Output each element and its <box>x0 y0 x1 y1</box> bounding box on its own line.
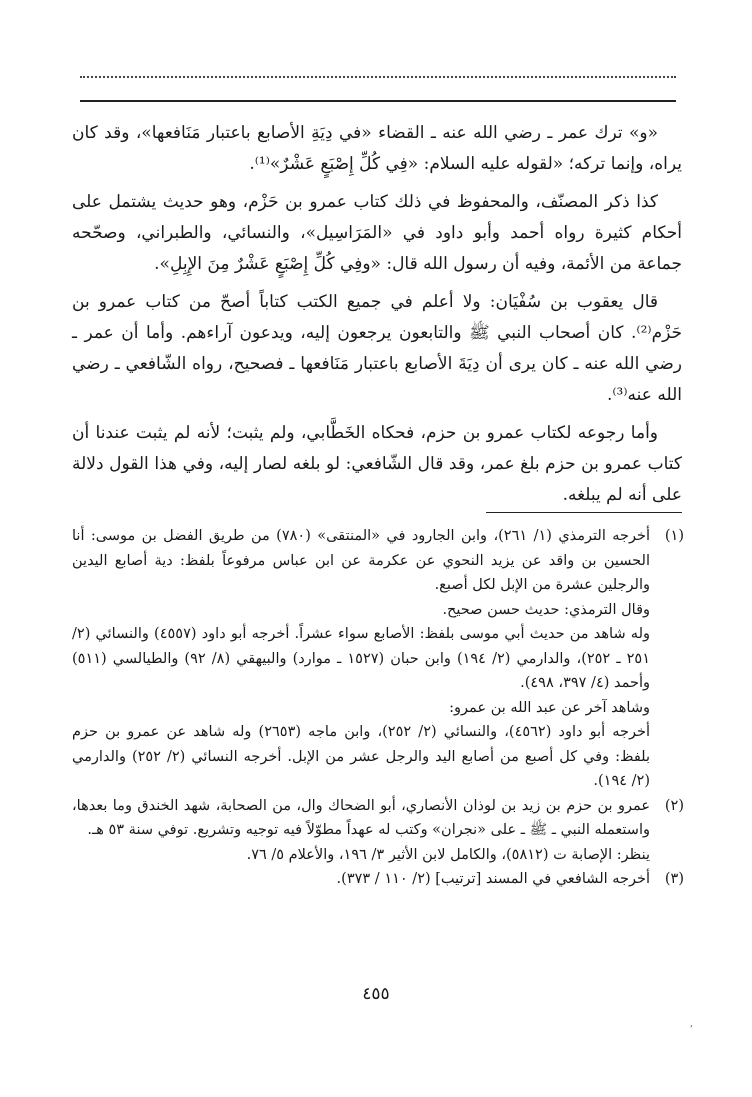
footnotes <box>72 524 684 892</box>
header-rule <box>80 100 676 102</box>
paragraph-4: وأما رجوعه لكتاب عمرو بن حزم، فحكاه الخَطَّابي، ولم يثبت؛ لأنه لم يثبت عندنا أن كتاب عمرو بن حزم بلغ عمر، وقد قال الشّافعي: لو بلغه لصار إليه، وفي هذا القول دلالة على أنه لم يبلغه. <box>72 423 682 505</box>
page-number: ٤٥٥ <box>362 984 390 1004</box>
footnote-line: أخرجه الشافعي في المسند [ترتيب] (٢/ ١١٠ / ٣٧٣). <box>336 871 650 887</box>
footnote-line: وله شاهد من حديث أبي موسى بلفظ: الأصابع سواء عشراً. أخرجه أبو داود (٤٥٥٧) والنسائي (٢/ ٢٥١ ـ ٢٥٢)، والدارمي (٢/ ١٩٤) وابن حبان (١٥٢٧ ـ موارد) والبيهقي (٨/ ٩٢) والطيالسي (٥١١) وأحمد (٤/ ٣٩٧، ٤٩٨). <box>72 626 651 691</box>
footnote-number: (٢) <box>664 797 684 814</box>
footnote-body <box>72 867 650 892</box>
paragraph-2: كذا ذكر المصنّف، والمحفوظ في ذلك كتاب عمرو بن حَزْم، وهو حديث يشتمل على أحكام كثيرة رواه أحمد وأبو داود في «المَرَاسِيل»، والنسائي، والطبراني، وصحّحه جماعة من الأئمة، وفيه أن رسول الله قال: «وفِي كُلِّ إِصْبَعٍ عَشْرٌ مِنَ الإِبِلِ». <box>72 192 682 274</box>
footnote-3 <box>72 867 684 892</box>
footnote-number: (١) <box>664 528 684 544</box>
footnote-line: وشاهد آخر عن عبد الله بن عمرو: <box>449 699 650 716</box>
main-text <box>72 118 682 518</box>
paragraph-3: قال يعقوب بن سُفْيَان: ولا أعلم في جميع الكتب كتاباً أصحّ من كتاب عمرو بن حَزْم⁽²⁾. كان أصحاب النبي ﷺ والتابعون يرجعون إليه، ويدعون آراءهم. وأما أن عمر ـ رضي الله عنه ـ كان يرى أن دِيَةَ الأصابع باعتبار مَنَافعها ـ فصحيح، رواه الشّافعي ـ رضي الله عنه⁽³⁾. <box>72 292 682 405</box>
header-dotted-rule <box>80 76 676 78</box>
footnote-separator <box>486 512 682 513</box>
corner-mark: , <box>690 1018 694 1029</box>
footnote-line: عمرو بن حزم بن زيد بن لوذان الأنصاري، أبو الضحاك وال، من الصحابة، شهد الخندق وما بعدها، واستعمله النبي ـ ﷺ ـ على «نجران» وكتب له عهداً مطوّلاً فيه توجيه وتشريع. توفي سنة ٥٣ هـ. <box>72 797 650 838</box>
footnote-2 <box>72 794 684 868</box>
footnote-line: وقال الترمذي: حديث حسن صحيح. <box>442 601 650 618</box>
footnote-number: (٣) <box>664 871 684 887</box>
footnote-line: أخرجه الترمذي (١/ ٢٦١)، وابن الجارود في «المنتقى» (٧٨٠) من طريق الفضل بن موسى: أنا الحسين بن واقد عن يزيد النحوي عن عكرمة عن ابن عباس مرفوعاً بلفظ: دية أصابع اليدين والرجلين عشرة من الإبل لكل أصبع. <box>72 528 651 593</box>
footnote-1 <box>72 524 684 794</box>
footnote-line: ينظر: الإصابة ت (٥٨١٢)، والكامل لابن الأثير ٣/ ١٩٦، والأعلام ٥/ ٧٦. <box>246 846 650 863</box>
footnote-body <box>72 794 650 868</box>
paragraph-1: «و» ترك عمر ـ رضي الله عنه ـ القضاء «في دِيَةِ الأصابع باعتبار مَنَافعها»، وقد كان يراه، وإنما تركه؛ «لقوله عليه السلام: «فِي كُلِّ إِصْبَعٍ عَشْرٌ»⁽¹⁾. <box>72 123 682 174</box>
footnote-line: أخرجه أبو داود (٤٥٦٢)، والنسائي (٢/ ٢٥٢)، وابن ماجه (٢٦٥٣) وله شاهد عن عمرو بن حزم بلفظ: وفي كل أصبع من أصابع اليد والرجل عشر من الإبل. أخرجه النسائي (٢/ ٢٥٢) والدارمي (٢/ ١٩٤). <box>72 724 651 789</box>
footnote-body <box>72 524 650 794</box>
